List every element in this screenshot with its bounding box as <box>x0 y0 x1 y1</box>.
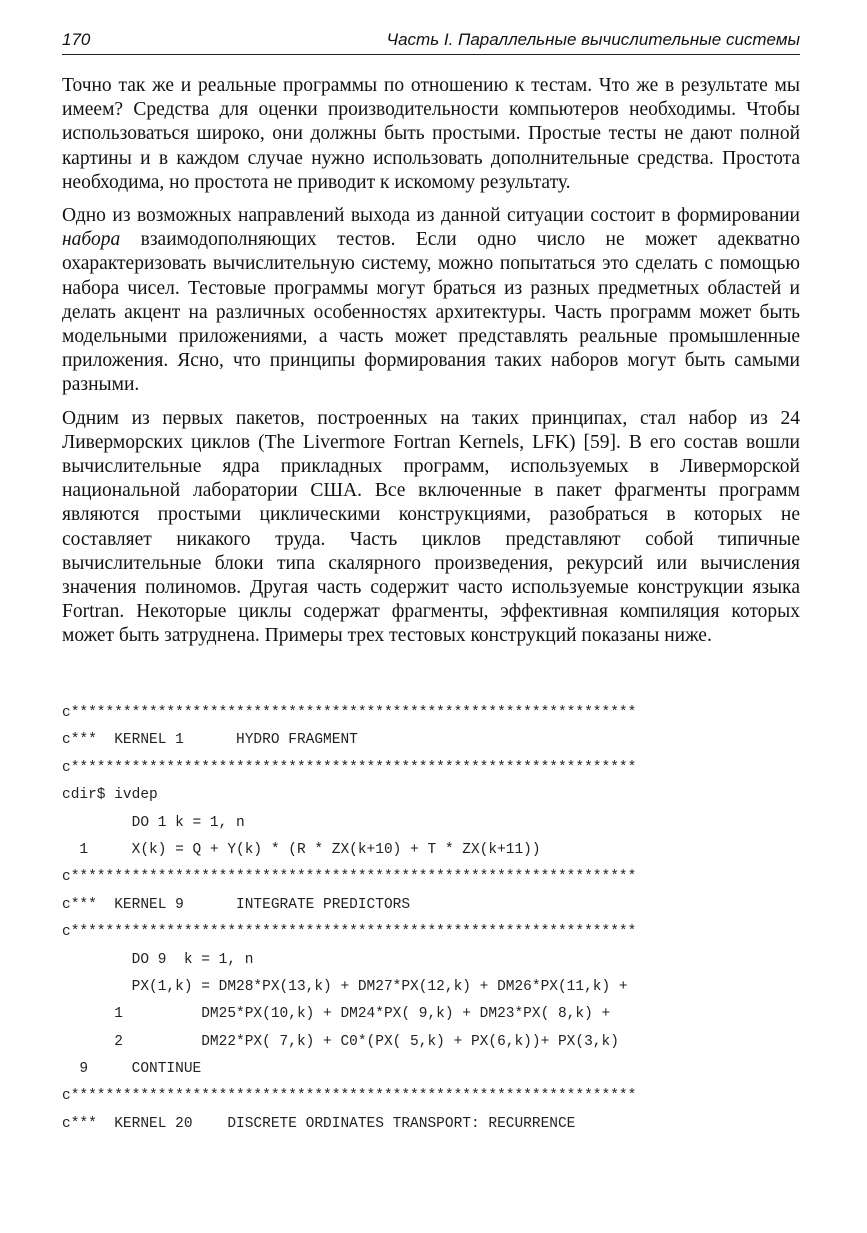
page-number: 170 <box>62 30 91 49</box>
code-line: PX(1,k) = DM28*PX(13,k) + DM27*PX(12,k) + DM26*PX(11,k) + <box>62 978 628 995</box>
paragraph-2 <box>62 204 800 398</box>
paragraph-1: Точно так же и реальные программы по отношению к тестам. Что же в результате мы имеем? Средства для оценки производительности компьютеров необходимы. Чтобы использоваться широко, они должны быть простыми. Простые тесты не дают полной картины и в каждом случае нужно использовать дополнительные средства. Простота необходима, но простота не приводит к искомому результату. <box>62 75 800 193</box>
paragraph-3: Одним из первых пакетов, построенных на таких принципах, стал набор из 24 Ливерморских циклов (The Livermore Fortran Kernels, LFK) [59]. В его состав вошли вычислительные ядра прикладных программ, используемых в Ливерморской национальной лаборатории США. Все включенные в пакет фрагменты программ являются простыми циклическими конструкциями, разобраться в которых не составляет никакого труда. Часть циклов представляют собой типичные вычислительные блоки типа скалярного произведения, рекурсий или вычисления значения полиномов. Другая часть содержит часто используемые конструкции языка Fortran. Некоторые циклы содержат фрагменты, эффективная компиляция которых может быть затруднена. Примеры трех тестовых конструкций показаны ниже. <box>62 407 800 647</box>
emphasis-word: набора <box>62 229 121 251</box>
code-line: c*** KERNEL 20 DISCRETE ORDINATES TRANSPORT: RECURRENCE <box>62 1115 576 1132</box>
code-line: 2 DM22*PX( 7,k) + C0*(PX( 5,k) + PX(6,k))+ PX(3,k) <box>62 1033 619 1050</box>
code-line: c***************************************************************** <box>62 705 637 721</box>
code-line: c***************************************************************** <box>62 759 637 776</box>
code-line: c*** KERNEL 9 INTEGRATE PREDICTORS <box>62 896 411 913</box>
code-line: 1 DM25*PX(10,k) + DM24*PX( 9,k) + DM23*PX( 8,k) + <box>62 1006 611 1023</box>
code-line: cdir$ ivdep <box>62 787 158 804</box>
body-text <box>62 74 800 658</box>
code-line: c***************************************************************** <box>62 924 637 941</box>
code-line: DO 1 k = 1, n <box>62 814 245 831</box>
code-line: c*** KERNEL 1 HYDRO FRAGMENT <box>62 732 358 749</box>
running-title: Часть I. Параллельные вычислительные системы <box>386 30 800 49</box>
code-line: 1 X(k) = Q + Y(k) * (R * ZX(k+10) + T * ZX(k+11)) <box>62 841 541 858</box>
paragraph-2-start: Одно из возможных направлений выхода из данной ситуации состоит в формировании <box>62 205 800 227</box>
code-line: c***************************************************************** <box>62 869 637 886</box>
code-line: 9 CONTINUE <box>62 1061 202 1078</box>
code-listing <box>62 700 822 1138</box>
running-header <box>62 28 800 55</box>
code-line: DO 9 k = 1, n <box>62 951 254 968</box>
code-line: c***************************************************************** <box>62 1088 637 1105</box>
paragraph-2-rest: взаимодополняющих тестов. Если одно число не может адекватно охарактеризовать вычислительную систему, можно попытаться это сделать с помощью набора чисел. Тестовые программы могут браться из разных предметных областей и делать акцент на различных особенностях архитектуры. Часть программ может быть модельными приложениями, а часть может представлять реальные промышленные приложения. Ясно, что принципы формирования таких наборов могут быть самыми разными. <box>62 229 800 396</box>
